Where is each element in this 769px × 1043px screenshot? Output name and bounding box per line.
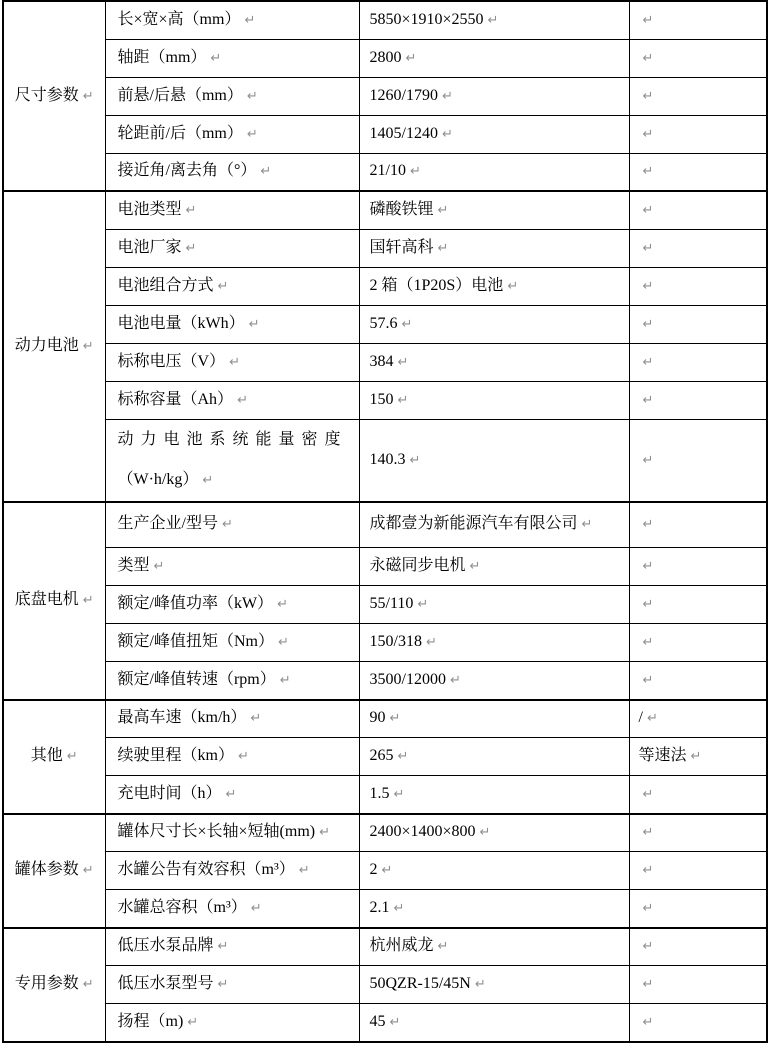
- value-cell: [359, 624, 629, 662]
- param-label: 类型: [117, 557, 150, 574]
- param-label-cell: [105, 39, 359, 77]
- note-cell: [629, 343, 767, 381]
- paragraph-mark-icon: ↵: [642, 863, 654, 878]
- value-cell: [359, 852, 629, 890]
- value-cell: [359, 381, 629, 419]
- value-cell: [359, 662, 629, 700]
- value-text: 90: [369, 709, 386, 727]
- paragraph-mark-icon: ↵: [244, 12, 256, 28]
- value-text: 2400×1400×800: [369, 823, 476, 841]
- value-text: 55/110: [369, 595, 414, 612]
- note-text: 等速法: [638, 747, 687, 764]
- value-cell: [359, 502, 629, 548]
- param-label: 前悬/后悬（mm）: [117, 86, 243, 104]
- paragraph-mark-icon: ↵: [246, 126, 258, 142]
- paragraph-mark-icon: ↵: [185, 240, 197, 256]
- value-text: 265: [369, 747, 394, 764]
- category-label: 专用参数: [14, 975, 79, 992]
- category-cell: [3, 1, 105, 191]
- value-text: 2: [369, 861, 378, 878]
- paragraph-mark-icon: ↵: [153, 559, 165, 574]
- param-label: 电池类型: [117, 200, 182, 218]
- note-cell: [629, 624, 767, 662]
- note-cell: [629, 700, 767, 738]
- note-cell: [629, 548, 767, 586]
- table-row: [3, 115, 767, 153]
- table-row: [3, 966, 767, 1004]
- table-row: [3, 814, 767, 852]
- param-label-cell: [105, 928, 359, 966]
- param-label-cell: [105, 267, 359, 305]
- paragraph-mark-icon: ↵: [441, 88, 453, 104]
- paragraph-mark-icon: ↵: [250, 711, 262, 727]
- note-cell: [629, 586, 767, 624]
- table-row: [3, 700, 767, 738]
- paragraph-mark-icon: ↵: [487, 12, 499, 28]
- paragraph-mark-icon: ↵: [82, 88, 94, 104]
- param-label: 电池组合方式: [117, 276, 214, 294]
- param-label-cell: [105, 153, 359, 191]
- paragraph-mark-icon: ↵: [397, 749, 409, 764]
- value-cell: [359, 928, 629, 966]
- value-cell: [359, 548, 629, 586]
- param-label-cell: [105, 502, 359, 548]
- value-text: 45: [369, 1012, 386, 1030]
- paragraph-mark-icon: ↵: [187, 1014, 199, 1030]
- note-cell: [629, 966, 767, 1004]
- table-row: [3, 776, 767, 814]
- param-label: 充电时间（h）: [117, 784, 222, 802]
- paragraph-mark-icon: ↵: [250, 900, 262, 916]
- value-cell: [359, 419, 629, 502]
- paragraph-mark-icon: ↵: [417, 597, 429, 612]
- paragraph-mark-icon: ↵: [642, 672, 654, 688]
- table-row: [3, 624, 767, 662]
- paragraph-mark-icon: ↵: [210, 50, 222, 66]
- paragraph-mark-icon: ↵: [642, 452, 654, 468]
- value-text: 1.5: [369, 784, 390, 802]
- paragraph-mark-icon: ↵: [237, 392, 248, 408]
- note-cell: [629, 419, 767, 502]
- value-text: 384: [369, 352, 394, 370]
- note-cell: [629, 381, 767, 419]
- value-text: 2.1: [369, 898, 390, 916]
- param-label: 扬程（m): [117, 1012, 184, 1030]
- note-cell: [629, 776, 767, 814]
- table-row: [3, 738, 767, 776]
- paragraph-mark-icon: ↵: [469, 559, 481, 574]
- spec-table: [2, 0, 768, 1043]
- value-text: 21/10: [369, 162, 406, 180]
- note-cell: [629, 77, 767, 115]
- paragraph-mark-icon: ↵: [437, 939, 449, 955]
- note-cell: [629, 890, 767, 928]
- param-label: 低压水泵型号: [117, 975, 214, 992]
- category-cell: [3, 928, 105, 1042]
- paragraph-mark-icon: ↵: [401, 316, 413, 332]
- value-cell: [359, 814, 629, 852]
- param-label-cell: [105, 1, 359, 39]
- paragraph-mark-icon: ↵: [319, 825, 331, 841]
- paragraph-mark-icon: ↵: [642, 202, 654, 218]
- category-cell: [3, 814, 105, 928]
- value-text: 2800: [369, 48, 402, 66]
- paragraph-mark-icon: ↵: [642, 12, 654, 28]
- paragraph-mark-icon: ↵: [642, 1014, 654, 1030]
- value-cell: [359, 305, 629, 343]
- value-cell: [359, 890, 629, 928]
- param-label-line-2: [118, 460, 359, 501]
- value-text: 永磁同步电机: [369, 557, 466, 574]
- note-cell: [629, 502, 767, 548]
- note-cell: [629, 1, 767, 39]
- paragraph-mark-icon: ↵: [279, 672, 291, 688]
- paragraph-mark-icon: ↵: [82, 863, 94, 878]
- value-cell: [359, 1, 629, 39]
- table-row: [3, 502, 767, 548]
- param-label-cell: [105, 700, 359, 738]
- param-label-cell: [105, 814, 359, 852]
- value-text: 1260/1790: [369, 86, 438, 104]
- category-label: 动力电池: [14, 336, 79, 354]
- table-row: [3, 305, 767, 343]
- param-label: 额定/峰值转速（rpm）: [117, 670, 276, 688]
- category-cell: [3, 700, 105, 814]
- paragraph-mark-icon: ↵: [642, 88, 654, 104]
- table-row: [3, 343, 767, 381]
- paragraph-mark-icon: ↵: [217, 977, 229, 992]
- param-label-cell: [105, 890, 359, 928]
- value-cell: [359, 77, 629, 115]
- param-label: 接近角/离去角（°）: [117, 162, 257, 180]
- param-label-cell: [105, 419, 359, 502]
- paragraph-mark-icon: ↵: [237, 749, 249, 764]
- param-label: 额定/峰值扭矩（Nm）: [117, 633, 274, 650]
- param-label: 额定/峰值功率（kW）: [117, 595, 274, 612]
- param-label-cell: [105, 586, 359, 624]
- value-text: 57.6: [369, 314, 398, 332]
- value-text: 3500/12000: [369, 670, 446, 688]
- paragraph-mark-icon: ↵: [642, 825, 654, 841]
- paragraph-mark-icon: ↵: [221, 517, 233, 533]
- paragraph-mark-icon: ↵: [277, 597, 288, 612]
- paragraph-mark-icon: ↵: [425, 635, 437, 650]
- paragraph-mark-icon: ↵: [642, 635, 654, 650]
- paragraph-mark-icon: ↵: [82, 977, 94, 992]
- value-cell: [359, 39, 629, 77]
- paragraph-mark-icon: ↵: [646, 711, 658, 727]
- value-cell: [359, 738, 629, 776]
- paragraph-mark-icon: ↵: [642, 559, 654, 574]
- param-label-cell: [105, 852, 359, 890]
- table-row: [3, 77, 767, 115]
- param-label: 轮距前/后（mm）: [117, 124, 243, 142]
- note-cell: [629, 928, 767, 966]
- category-cell: [3, 191, 105, 502]
- paragraph-mark-icon: ↵: [381, 863, 393, 878]
- paragraph-mark-icon: ↵: [642, 597, 654, 612]
- paragraph-mark-icon: ↵: [82, 338, 94, 354]
- param-label: 轴距（mm）: [117, 48, 207, 66]
- paragraph-mark-icon: ↵: [690, 749, 702, 764]
- spec-table-body: [3, 1, 767, 1042]
- value-text: 50QZR-15/45N: [369, 975, 471, 992]
- value-cell: [359, 776, 629, 814]
- paragraph-mark-icon: ↵: [642, 240, 654, 256]
- paragraph-mark-icon: ↵: [393, 900, 405, 916]
- paragraph-mark-icon: ↵: [277, 635, 289, 650]
- table-row: [3, 191, 767, 229]
- paragraph-mark-icon: ↵: [260, 164, 272, 180]
- paragraph-mark-icon: ↵: [642, 316, 654, 332]
- paragraph-mark-icon: ↵: [437, 202, 449, 218]
- table-row: [3, 381, 767, 419]
- paragraph-mark-icon: ↵: [441, 126, 453, 142]
- paragraph-mark-icon: ↵: [581, 517, 593, 533]
- value-cell: [359, 191, 629, 229]
- category-label: 尺寸参数: [14, 86, 79, 104]
- paragraph-mark-icon: ↵: [66, 749, 78, 764]
- value-cell: [359, 267, 629, 305]
- value-text: 成都壹为新能源汽车有限公司: [369, 515, 578, 533]
- param-label-cell: [105, 1004, 359, 1042]
- note-text: /: [638, 709, 643, 727]
- note-cell: [629, 39, 767, 77]
- paragraph-mark-icon: ↵: [642, 354, 654, 370]
- value-text: 1405/1240: [369, 124, 438, 142]
- param-label-cell: [105, 77, 359, 115]
- param-label: 长×宽×高（mm）: [117, 10, 241, 28]
- paragraph-mark-icon: ↵: [397, 354, 409, 370]
- paragraph-mark-icon: ↵: [409, 164, 421, 180]
- param-label-cell: [105, 738, 359, 776]
- table-row: [3, 267, 767, 305]
- value-text: 150: [369, 390, 394, 408]
- paragraph-mark-icon: ↵: [642, 392, 654, 408]
- value-cell: [359, 1004, 629, 1042]
- note-cell: [629, 191, 767, 229]
- param-label-line-1: 动力电池系统能量密度: [117, 430, 348, 448]
- param-label: （W·h/kg）: [117, 470, 199, 488]
- paragraph-mark-icon: ↵: [642, 939, 654, 955]
- value-cell: [359, 966, 629, 1004]
- param-label: 电池电量（kWh）: [117, 314, 245, 332]
- table-row: [3, 39, 767, 77]
- paragraph-mark-icon: ↵: [217, 278, 229, 294]
- paragraph-mark-icon: ↵: [642, 50, 654, 66]
- param-label-cell: [105, 229, 359, 267]
- param-label-cell: [105, 966, 359, 1004]
- paragraph-mark-icon: ↵: [298, 863, 310, 878]
- value-cell: [359, 153, 629, 191]
- value-text: 磷酸铁锂: [369, 200, 434, 218]
- table-row: [3, 586, 767, 624]
- param-label: 低压水泵品牌: [117, 937, 214, 955]
- category-label: 其他: [30, 747, 63, 764]
- value-text: 杭州威龙: [369, 937, 434, 955]
- param-label: 最高车速（km/h）: [117, 709, 247, 727]
- value-cell: [359, 115, 629, 153]
- table-row: [3, 419, 767, 502]
- note-cell: [629, 814, 767, 852]
- paragraph-mark-icon: ↵: [642, 977, 654, 992]
- param-label-cell: [105, 381, 359, 419]
- note-cell: [629, 738, 767, 776]
- paragraph-mark-icon: ↵: [437, 240, 449, 256]
- paragraph-mark-icon: ↵: [479, 825, 491, 841]
- note-cell: [629, 229, 767, 267]
- category-label: 底盘电机: [14, 591, 79, 608]
- note-cell: [629, 852, 767, 890]
- paragraph-mark-icon: ↵: [389, 711, 401, 727]
- paragraph-mark-icon: ↵: [185, 202, 197, 218]
- param-label: 水罐公告有效容积（m³）: [117, 861, 295, 878]
- paragraph-mark-icon: ↵: [449, 672, 461, 688]
- param-label: 续驶里程（km）: [117, 747, 234, 764]
- note-cell: [629, 153, 767, 191]
- value-cell: [359, 586, 629, 624]
- paragraph-mark-icon: ↵: [217, 939, 229, 955]
- table-row: [3, 662, 767, 700]
- table-row: [3, 1004, 767, 1042]
- param-label-cell: [105, 343, 359, 381]
- note-cell: [629, 267, 767, 305]
- paragraph-mark-icon: ↵: [397, 392, 409, 408]
- paragraph-mark-icon: ↵: [389, 1014, 401, 1030]
- param-label-cell: [105, 624, 359, 662]
- table-row: [3, 928, 767, 966]
- paragraph-mark-icon: ↵: [642, 278, 654, 294]
- paragraph-mark-icon: ↵: [642, 126, 654, 142]
- param-label: 罐体尺寸长×长轴×短轴(mm): [117, 823, 316, 841]
- param-label-cell: [105, 191, 359, 229]
- param-label-cell: [105, 305, 359, 343]
- table-row: [3, 852, 767, 890]
- table-row: [3, 153, 767, 191]
- value-text: 国轩高科: [369, 238, 434, 256]
- table-row: [3, 890, 767, 928]
- value-cell: [359, 229, 629, 267]
- paragraph-mark-icon: ↵: [82, 593, 94, 608]
- value-text: 2 箱（1P20S）电池: [369, 276, 504, 294]
- table-row: [3, 1, 767, 39]
- param-label-cell: [105, 776, 359, 814]
- value-cell: [359, 700, 629, 738]
- category-label: 罐体参数: [14, 861, 79, 878]
- paragraph-mark-icon: ↵: [248, 316, 260, 332]
- param-label: 电池厂家: [117, 238, 182, 256]
- value-text: 140.3: [369, 450, 406, 468]
- paragraph-mark-icon: ↵: [393, 786, 405, 802]
- paragraph-mark-icon: ↵: [642, 786, 654, 802]
- value-text: 150/318: [369, 633, 422, 650]
- table-row: [3, 229, 767, 267]
- paragraph-mark-icon: ↵: [642, 900, 654, 916]
- paragraph-mark-icon: ↵: [246, 88, 258, 104]
- param-label-cell: [105, 548, 359, 586]
- param-label: 标称电压（V）: [117, 352, 226, 370]
- paragraph-mark-icon: ↵: [507, 278, 519, 294]
- table-row: [3, 548, 767, 586]
- note-cell: [629, 662, 767, 700]
- param-label: 生产企业/型号: [117, 515, 218, 533]
- paragraph-mark-icon: ↵: [474, 977, 486, 992]
- param-label: 水罐总容积（m³）: [117, 898, 247, 916]
- note-cell: [629, 305, 767, 343]
- paragraph-mark-icon: ↵: [229, 354, 240, 370]
- paragraph-mark-icon: ↵: [642, 517, 654, 533]
- paragraph-mark-icon: ↵: [202, 472, 214, 488]
- note-cell: [629, 115, 767, 153]
- paragraph-mark-icon: ↵: [642, 164, 654, 180]
- param-label-cell: [105, 662, 359, 700]
- paragraph-mark-icon: ↵: [225, 786, 237, 802]
- paragraph-mark-icon: ↵: [405, 50, 417, 66]
- param-label: 标称容量（Ah）: [117, 390, 234, 408]
- category-cell: [3, 502, 105, 700]
- note-cell: [629, 1004, 767, 1042]
- value-text: 5850×1910×2550: [369, 10, 484, 28]
- param-label-cell: [105, 115, 359, 153]
- value-cell: [359, 343, 629, 381]
- paragraph-mark-icon: ↵: [409, 452, 421, 468]
